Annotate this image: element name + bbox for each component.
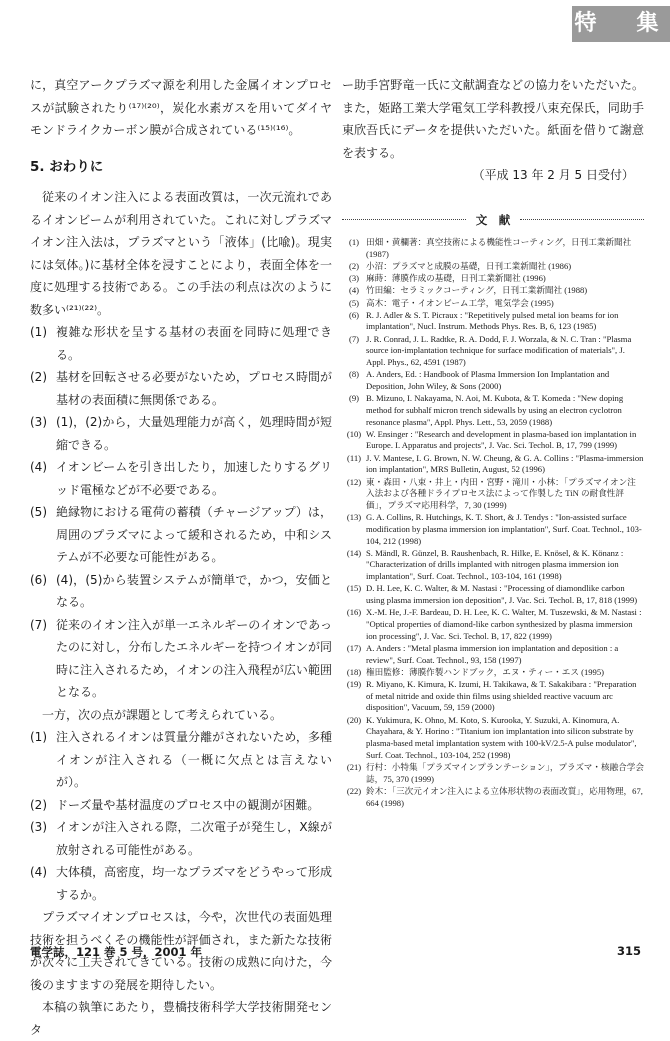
list-item: (4) イオンビームを引き出したり，加速したりするグリッド電極などが不必要である。: [30, 460, 332, 497]
reference-item: (12) 東・森田・八束・井上・内田・宮野・滝川・小林：「プラズマイオン注入法および各種ドライプロセス法によって作製した TiN の耐食性評価」，プラズマ応用科学，7, 30 (1999): [346, 476, 636, 510]
paragraph-2: 一方，次の点が課題として考えられている。: [42, 707, 283, 722]
list-item: (3) イオンが注入される際，二次電子が発生し，X線が放射される可能性がある。: [30, 820, 332, 857]
reference-item: (19) R. Miyano, K. Kimura, K. Izumi, H. Takikawa, & T. Sakakibara : "Preparation of metal nitride and oxide thin films using shielded reactive vacuum arc disposition", Vacuum, 59, 159 (2000): [346, 679, 637, 713]
section-heading: 5. おわりに: [30, 158, 104, 175]
list-item: (7) 従来のイオン注入が単一エネルギーのイオンであったのに対し，分布したエネルギーを持つイオンが同時に注入されるため，イオンの注入飛程が広い範囲となる。: [30, 617, 332, 699]
reference-item: (22) 鈴木：「三次元イオン注入による立体形状物の表面改質」，応用物理，67, 664 (1998): [346, 785, 643, 808]
reference-item: (16) X.-M. He, J.-F. Bardeau, D. H. Lee, K. C. Walter, M. Tuszewski, & M. Nastasi : "Optical properties of diamond-like carbon synthesized by plasma immersion ion processing", J. Vac. Sci. Techol. B, 17, 822 (1999): [346, 607, 642, 641]
reference-item: (21) 行村：小特集「プラズマインプランテーション」，プラズマ・核融合学会誌，75, 370 (1999): [346, 761, 644, 784]
reference-item: (7) J. R. Conrad, J. L. Radtke, R. A. Dodd, F. J. Worzala, & N. C. Tran : "Plasma source ion-implantation technique for surface modification of materials", J. Appl. Phys., 62, 4591 (1987): [348, 333, 632, 368]
right-column: [342, 74, 657, 810]
paragraph-3: プラズマイオンプロセスは，今や，次世代の表面処理技術を担うべくその機能性が評価され，また新たな技術が次々に工夫されてきている。技術の成熟に向けた，今後のますますの発展を期待したい。: [30, 910, 332, 992]
reference-item: (6) R. J. Adler & S. T. Picraux : "Repetitively pulsed metal ion beams for ion implantation", Nucl. Instrum. Methods Phys. Res. B, 6, 123 (1985): [348, 309, 619, 332]
reference-item: (1) 田畑・黄欄著：真空技術による機能性コーティング，日刊工業新聞社 (1987): [348, 237, 632, 259]
reference-item: (8) A. Anders, Ed. : Handbook of Plasma Immersion Ion Implantation and Deposition, John Wiley, & Sons (2000): [348, 369, 610, 391]
list-item: (5) 絶縁物における電荷の蓄積（チャージアップ）は，周囲のプラズマによって緩和されるため，中和システムが不必要な可能性がある。: [30, 505, 332, 564]
section-tag: 特 集: [572, 6, 670, 42]
list-item: (6) (4)，(5)から装置システムが簡単で，かつ，安価となる。: [30, 572, 332, 609]
left-column: [30, 74, 332, 1041]
reference-item: (4) 竹田編：セラミックコーティング，日刊工業新聞社 (1988): [348, 285, 588, 296]
reference-item: (3) 麻蒔：薄膜作成の基礎，日刊工業新聞社 (1996): [348, 273, 546, 284]
acknowledgment: ー助手宮野竜一氏に文献調査などの協力をいただいた。また，姫路工業大学電気工学科教授八束充保氏，同助手 東欣吾氏にデータを提供いただいた。紙面を借りて謝意を表する。: [342, 78, 657, 160]
advantages-list: [30, 321, 332, 704]
reference-item: (18) 権田監修：薄膜作製ハンドブック，エヌ・ティー・エス (1995): [346, 666, 605, 677]
paragraph-4: 本稿の執筆にあたり，豊橋技術科学大学技術開発センタ: [30, 1000, 332, 1037]
reference-item: (20) K. Yukimura, K. Ohno, M. Koto, S. Kurooka, Y. Suzuki, A. Kinomura, A. Chayahara, & Y. Horino : "Titanium ion implantation into silicon substrate by plasma-based metal implantation system with 100-kV/2.5-A pulse modulator", Surf. Coat. Technol., 103-104, 252 (1998): [346, 714, 637, 760]
list-item: (3) (1)，(2)から，大量処理能力が高く，処理時間が短縮できる。: [30, 415, 332, 452]
received-date: （平成 13 年 2 月 5 日受付）: [472, 168, 634, 182]
paragraph-1: 従来のイオン注入による表面改質は，一次元流れであるイオンビームが利用されていた。これに対しプラズマイオン注入法は，プラズマという「液体」(比喩)。現実には気体。)に基材全体を浸すことにより，表面全体を一度に処理する技術である。この手法の利点は次のように数多い⁽²¹⁾⁽²²⁾。: [30, 190, 332, 317]
issues-list: [30, 726, 332, 906]
reference-item: (17) A. Anders : "Metal plasma immersion ion implantation and deposition : a review", Surf. Coat. Technol., 93, 158 (1997): [346, 642, 619, 665]
reference-item: (9) B. Mizuno, I. Nakayama, N. Aoi, M. Kubota, & T. Komeda : "New doping method for subhalf micron trench sidewalls by using an electron cyclotron resonance plasma", Appl. Phys. Lett., 53, 2059 (1988): [348, 393, 624, 427]
list-item: (1) 複雑な形状を呈する基材の表面を同時に処理できる。: [30, 325, 332, 362]
reference-item: (10) W. Ensinger : "Research and development in plasma-based ion implantation in Europe. I. Apparatus and projects", J. Vac. Sci. Techol. B, 17, 799 (1999): [346, 428, 637, 451]
reference-item: (14) S. Mändl, R. Günzel, B. Raushenbach, R. Hilke, E. Knösel, & K. Könanz : "Characterization of drills implanted with nitrogen plasma immersion ion implantation", Surf. Coat. Technol., 103-104, 161 (1998): [346, 547, 624, 582]
references-heading: 文 献: [342, 209, 644, 232]
list-item: (4) 大体積，高密度，均一なプラズマをどうやって形成するか。: [30, 865, 332, 902]
list-item: (2) 基材を回転させる必要がないため，プロセス時間が基材の表面積に無関係である。: [30, 370, 332, 407]
reference-item: (13) G. A. Collins, R. Hutchings, K. T. Short, & J. Tendys : "Ion-assisted surface modification by plasma immersion ion implantation", Surf. Coat. Technol., 103-104, 212 (1998): [346, 512, 642, 546]
list-item: (2) ドーズ量や基材温度のプロセス中の観測が困難。: [30, 797, 320, 812]
reference-item: (11) J. V. Mantese, I. G. Brown, N. W. Cheung, & G. A. Collins : "Plasma-immersion ion implantation", MRS Bulletin, August, 52 (1996): [347, 452, 644, 475]
references-list: [342, 237, 644, 809]
reference-item: (5) 高木：電子・イオンビーム工学，電気学会 (1995): [348, 297, 554, 308]
list-item: (1) 注入されるイオンは質量分離がされないため，多種イオンが注入される（一概に欠点とは言えないが）。: [30, 730, 332, 789]
intro-paragraph: に，真空アークプラズマ源を利用した金属イオンプロセスが試験されたり⁽¹⁷⁾⁽²⁰⁾，炭化水素ガスを用いてダイヤモンドライクカーボン膜が合成されている⁽¹⁵⁾⁽¹⁶⁾。: [30, 78, 332, 137]
page-number: 315: [617, 944, 642, 958]
reference-item: (2) 小沼：プラズマと成膜の基礎，日刊工業新聞社 (1986): [348, 260, 572, 271]
journal-citation: 電学誌，121 巻 5 号，2001 年: [30, 945, 203, 959]
reference-item: (15) D. H. Lee, K. C. Walter, & M. Nastasi : "Processing of diamondlike carbon using plasma immersion ion deposition", J. Vac. Sci. Techol. B, 17, 818 (1999): [346, 583, 638, 606]
